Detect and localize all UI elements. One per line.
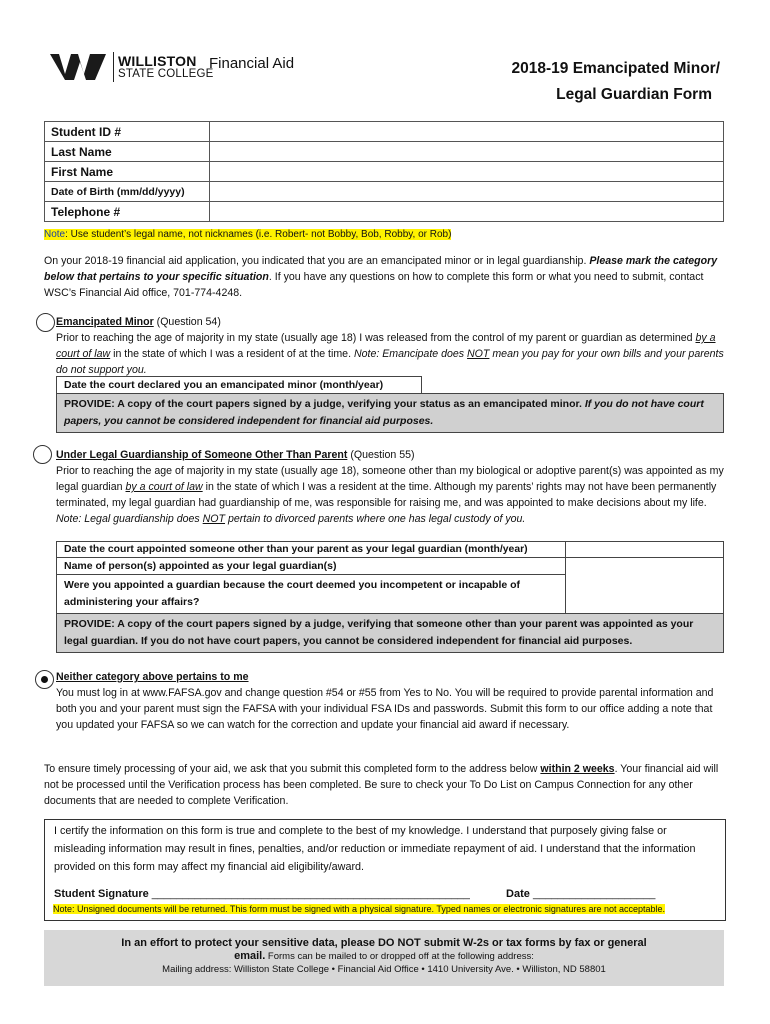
guardian-name-field[interactable]	[566, 558, 724, 614]
mailing-address: Mailing address: Williston State College • Financial Aid Office • 1410 University Ave. • Williston, ND 58801	[162, 964, 606, 975]
timely-text-2: . Your financial aid will not be processed until the Verification process has been completed. Be sure to check your To Do List on Campus Connection for any other documents that are needed to complete Verification.	[44, 763, 719, 807]
table-row	[57, 542, 724, 558]
student-info-table	[44, 121, 724, 222]
section-body: You must log in at www.FAFSA.gov and change question #54 or #55 from Yes to No. You will be required to provide parental information and both you and your parent must sign the FAFSA with your individual FSA IDs and passwords. Submit this form to our office adding a note that you updated your FAFSA so we can watch for the correction and update your financial aid award if necessary.	[56, 687, 714, 731]
emancipated-section	[56, 314, 724, 378]
court-of-law-text: by a court of law	[125, 481, 203, 493]
neither-section	[56, 669, 724, 733]
emancipation-date-label: Date the court declared you an emancipated minor (month/year)	[57, 377, 422, 394]
note-text: Note: Emancipate does	[353, 348, 468, 360]
table-row	[57, 558, 724, 575]
emancipation-date-field[interactable]	[422, 377, 724, 394]
footer-instructions	[44, 950, 724, 962]
section-question: (Question 55)	[347, 449, 415, 461]
section-body-2: in the state of which I was a resident of at the time.	[110, 348, 354, 360]
guardian-name-label: Name of person(s) appointed as your legal guardian(s)	[57, 558, 566, 575]
legal-guardianship-radio[interactable]	[33, 445, 52, 464]
footer-instructions-text: Forms can be mailed to or dropped off at the following address:	[265, 951, 534, 962]
school-name: WILLISTON	[118, 53, 197, 69]
not-text: NOT	[202, 513, 226, 525]
table-row	[45, 122, 724, 142]
section-question: (Question 54)	[153, 316, 221, 328]
section-body: Prior to reaching the age of majority in my state (usually age 18) I was released from the control of my parent or guardian as determined	[56, 332, 696, 344]
section-title: Neither category above pertains to me	[56, 671, 249, 683]
section-body: Prior to reaching the age of majority in my state (usually age 18), someone other than my biological or adoptive parent(s) was appointed as my legal guardian	[56, 465, 724, 493]
table-row	[57, 377, 724, 394]
table-row	[45, 142, 724, 162]
section-title: Emancipated Minor	[56, 316, 154, 328]
guardian-date-field[interactable]	[566, 542, 724, 558]
date-line[interactable]: ____________________	[532, 888, 656, 900]
deadline-text: within 2 weeks	[540, 763, 615, 775]
table-row	[57, 394, 724, 433]
intro-emphasis: Please mark the category below that pertains to your specific situation	[44, 255, 718, 283]
footer-box	[44, 930, 724, 986]
note-text-2: mean you pay for your own bills and your parents do not support you.	[56, 348, 724, 376]
footer-email-word: email.	[234, 950, 266, 962]
not-text: NOT	[467, 348, 490, 360]
section-body-2: in the state of which I was a resident at the time. Although my parents’ rights may not have been permanently terminated, my legal guardian had guardianship of me, was responsible for raising me, and was appointed to make decisions about my life.	[56, 481, 717, 509]
timely-processing-paragraph	[44, 761, 724, 809]
first-name-field[interactable]	[210, 162, 724, 182]
guardianship-table	[56, 541, 724, 653]
logo-divider	[113, 52, 114, 82]
emancipation-table	[56, 376, 724, 433]
table-row	[45, 162, 724, 182]
field-label: Last Name	[45, 142, 210, 162]
intro-text-2: . If you have any questions on how to complete this form or what you need to submit, contact WSC’s Financial Aid office, 701-774-4248.	[44, 271, 704, 299]
form-title-line2: Legal Guardian Form	[556, 86, 712, 103]
date-of-birth-field[interactable]	[210, 182, 724, 202]
table-row	[45, 202, 724, 222]
court-of-law-text: by a court of law	[56, 332, 716, 360]
form-title-line1: 2018-19 Emancipated Minor/	[511, 60, 720, 77]
note-text-2: pertain to divorced parents where one has legal custody of you.	[225, 513, 526, 525]
field-label: Telephone #	[45, 202, 210, 222]
date-label: Date	[506, 888, 530, 900]
field-label: Date of Birth (mm/dd/yyyy)	[45, 182, 210, 202]
guardian-reason-label: Were you appointed a guardian because the court deemed you incompetent or incapable of administering your affairs?	[57, 575, 566, 614]
department-name: Financial Aid	[209, 55, 295, 72]
guardian-date-label: Date the court appointed someone other than your parent as your legal guardian (month/year)	[57, 542, 566, 558]
note-prefix: Note	[44, 229, 66, 240]
certification-box	[44, 819, 726, 921]
intro-text: On your 2018-19 financial aid application, you indicated that you are an emancipated minor or in legal guardianship.	[44, 255, 590, 267]
provide-instructions	[57, 394, 724, 433]
provide-text: PROVIDE: A copy of the court papers signed by a judge, verifying your status as an emancipated minor.	[64, 398, 585, 410]
neither-category-radio[interactable]	[35, 670, 54, 689]
emancipated-minor-radio[interactable]	[36, 313, 55, 332]
provide-instructions: PROVIDE: A copy of the court papers signed by a judge, verifying that someone other than your parent was appointed as your legal guardian. If you do not have court papers, you cannot be considered independent for financial aid purposes.	[57, 614, 724, 653]
provide-emphasis: If you do not have court papers, you cannot be considered independent for financial aid purposes.	[64, 398, 704, 427]
table-row	[57, 614, 724, 653]
field-label: First Name	[45, 162, 210, 182]
telephone-field[interactable]	[210, 202, 724, 222]
table-row	[45, 182, 724, 202]
footer-warning: In an effort to protect your sensitive data, please DO NOT submit W-2s or tax forms by fax or general	[121, 937, 647, 949]
certification-text: I certify the information on this form is true and complete to the best of my knowledge. I understand that purposely giving false or misleading information may result in fines, penalties, and/or reduction or immediate repayment of aid. I understand that the information provided on this form may affect my financial aid eligibility/award.	[54, 825, 696, 873]
signature-label: Student Signature	[54, 888, 149, 900]
timely-text: To ensure timely processing of your aid, we ask that you submit this completed form to the address below	[44, 763, 541, 775]
section-title: Under Legal Guardianship of Someone Other Than Parent	[56, 449, 348, 461]
intro-paragraph	[44, 253, 724, 301]
signature-line[interactable]: ____________________________________________________	[151, 888, 470, 900]
signature-row	[54, 888, 655, 900]
last-name-field[interactable]	[210, 142, 724, 162]
guardianship-section	[56, 447, 724, 527]
field-label: Student ID #	[45, 122, 210, 142]
note-text: Note: Legal guardianship does	[56, 513, 203, 525]
williston-logo-icon	[50, 52, 106, 82]
signature-note: Note: Unsigned documents will be returned. This form must be signed with a physical signature. Typed names or electronic signatures are not acceptable.	[53, 904, 665, 914]
note-text: : Use student’s legal name, not nicknames (i.e. Robert- not Bobby, Bob, Robby, or Rob)	[65, 229, 452, 240]
legal-name-note	[44, 229, 451, 240]
student-id-field[interactable]	[210, 122, 724, 142]
school-subtitle: STATE COLLEGE	[118, 68, 214, 80]
